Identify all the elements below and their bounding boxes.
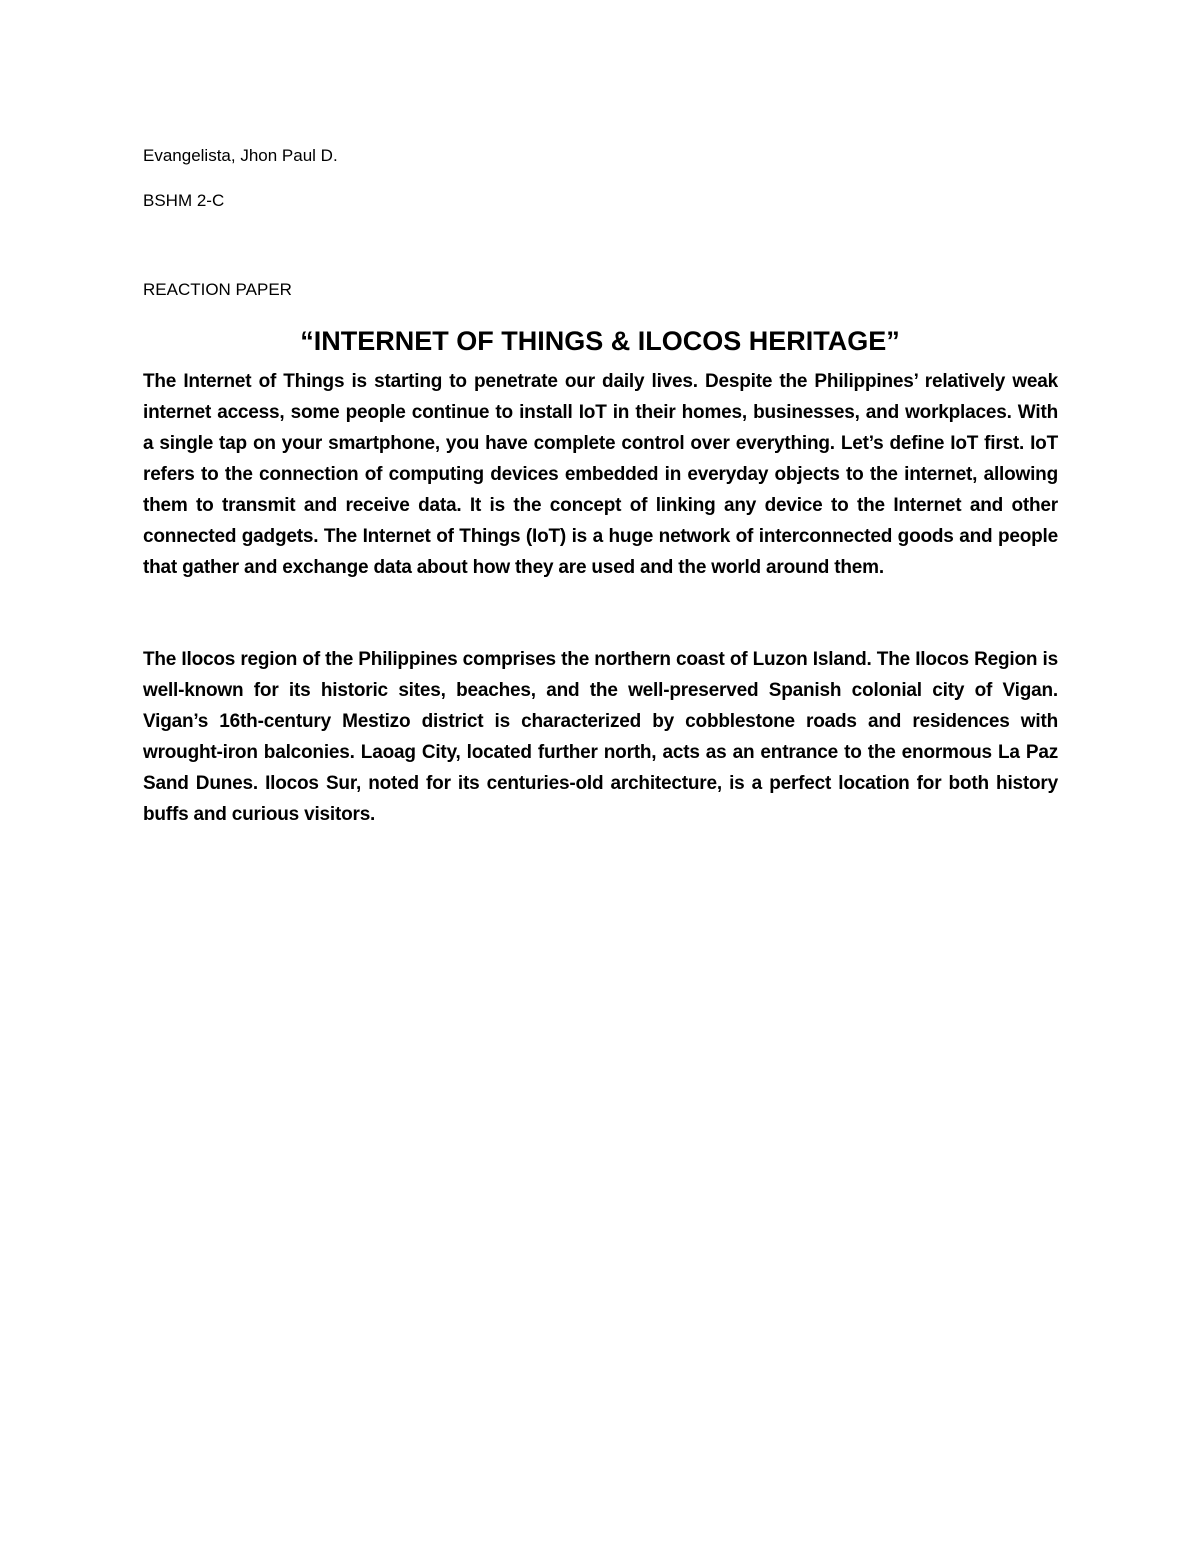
author-name: Evangelista, Jhon Paul D. [143, 146, 338, 165]
paragraph-ilocos: The Ilocos region of the Philippines comprises the northern coast of Luzon Island. The Ilocos Region is well-known for its historic sites, beaches, and the well-preserved Spanish colonial city of Vigan. Vigan’s 16th-century Mestizo district is characterized by cobblestone roads and residences with wrought-iron balconies. Laoag City, located further north, acts as an entrance to the enormous La Paz Sand Dunes. Ilocos Sur, noted for its centuries-old architecture, is a perfect location for both history buffs and curious visitors. [143, 649, 1058, 825]
document-type: REACTION PAPER [143, 280, 292, 299]
paper-title: “INTERNET OF THINGS & ILOCOS HERITAGE” [300, 326, 900, 356]
course-section: BSHM 2-C [143, 191, 225, 210]
paragraph-iot: The Internet of Things is starting to penetrate our daily lives. Despite the Philippines’ relatively weak internet access, some people continue to install IoT in their homes, businesses, and workplaces. With a single tap on your smartphone, you have complete control over everything. Let’s define IoT first. IoT refers to the connection of computing devices embedded in everyday objects to the internet, allowing them to transmit and receive data. It is the concept of linking any device to the Internet and other connected gadgets. The Internet of Things (IoT) is a huge network of interconnected goods and people that gather and exchange data about how they are used and the world around them. [143, 371, 1058, 578]
